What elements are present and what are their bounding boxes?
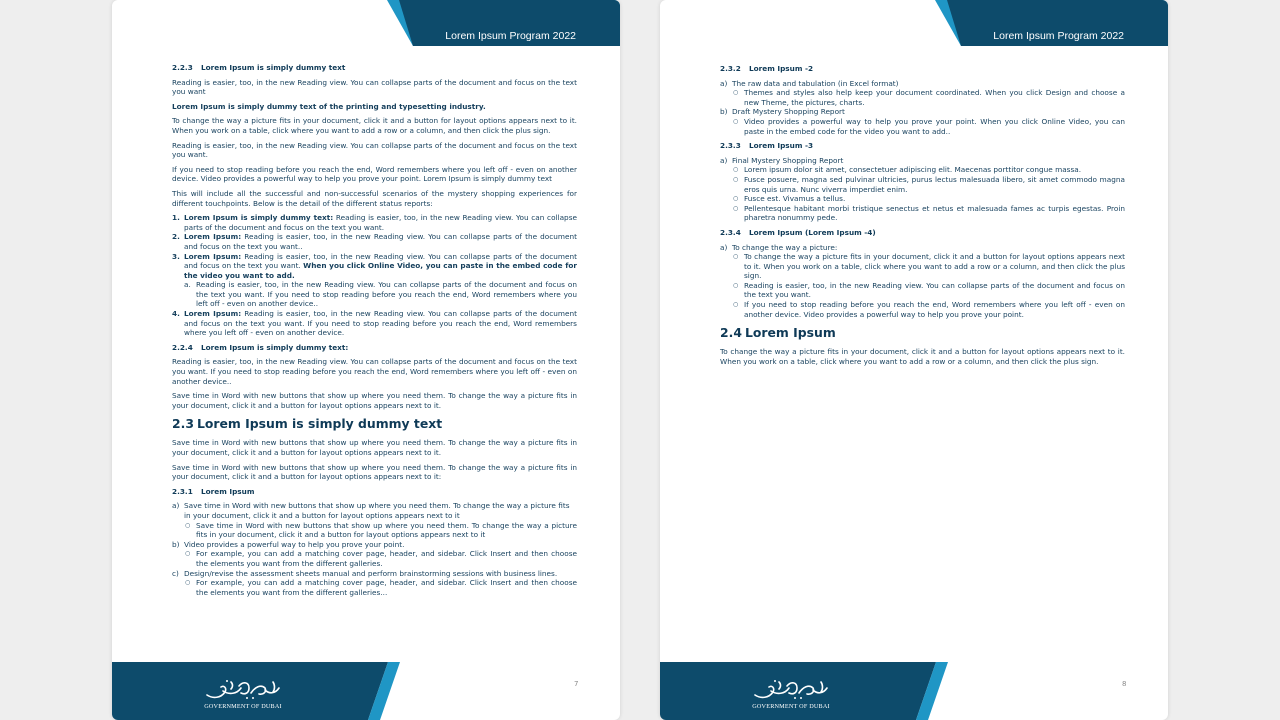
paragraph: Save time in Word with new buttons that show up where you need them. To change the way a picture fits in your document, click it and a button for layout options appears next to it. [172, 391, 577, 410]
bullet-item: ○ Fusce posuere, magna sed pulvinar ultricies, purus lectus malesuada libero, sit amet commodo magna eros quis urna. Nunc viverra imperdiet enim. [733, 174, 1125, 194]
paragraph: To change the way a picture fits in your document, click it and a button for layout options appears next to it. When you work on a table, click where you want to add a row or a column, and then click the plus sign. [720, 347, 1125, 366]
page-content [172, 63, 577, 602]
government-of-dubai-logo [200, 676, 286, 710]
heading-2-2-3: 2.2.3 Lorem Ipsum is simply dummy text [172, 63, 346, 72]
list-item: a) The raw data and tabulation (in Excel format) [720, 78, 899, 88]
dubai-calligraphy-logo-icon [751, 676, 831, 702]
heading-2-3-2: 2.3.2 Lorem Ipsum -2 [720, 64, 814, 73]
heading-2-3: 2.3 Lorem Ipsum is simply dummy text [172, 416, 443, 432]
dubai-calligraphy-logo-icon [203, 676, 283, 702]
alpha-list [720, 243, 1125, 320]
list-item: b) Video provides a powerful way to help you prove your point. [172, 539, 405, 549]
list-item: c) Design/revise the assessment sheets manual and perform brainstorming sessions with business lines. [172, 568, 558, 578]
paragraph: Reading is easier, too, in the new Reading view. You can collapse parts of the document and focus on the text you want [172, 77, 577, 97]
page-number: 7 [574, 680, 579, 688]
document-page-7 [112, 0, 620, 720]
document-page-8 [660, 0, 1168, 720]
alpha-list [720, 79, 1125, 137]
heading-2-3-3: 2.3.3 Lorem Ipsum -3 [720, 141, 814, 151]
bullet-item: ○ Video provides a powerful way to help you prove your point. When you click Online Video, you can paste in the embed code for the video you want to add.. [733, 116, 1125, 136]
bullet-item: ○ For example, you can add a matching cover page, header, and sidebar. Click Insert and then choose the elements you want from the different galleries... [185, 578, 577, 597]
paragraph: Reading is easier, too, in the new Reading view. You can collapse parts of the document and focus on the text you want. [172, 140, 577, 160]
header-title: Lorem Ipsum Program 2022 [993, 30, 1124, 42]
alpha-list [172, 501, 577, 597]
heading-2-4: 2.4 Lorem Ipsum [720, 325, 836, 341]
footer-banner [660, 662, 1168, 720]
bold-paragraph: Lorem Ipsum is simply dummy text of the printing and typesetting industry. [172, 101, 486, 111]
list-item: 1. Lorem Ipsum is simply dummy text: Reading is easier, too, in the new Reading view. You can collapse parts of the document and focus on the text you want. [172, 213, 577, 232]
logo-text: GOVERNMENT OF DUBAI [752, 703, 830, 710]
list-item: b) Draft Mystery Shopping Report [720, 107, 845, 117]
bullet-item: ○ Lorem ipsum dolor sit amet, consectetuer adipiscing elit. Maecenas porttitor congue massa. [733, 165, 1082, 175]
list-item: 2. Lorem Ipsum: Reading is easier, too, in the new Reading view. You can collapse parts of the document and focus on the text you want.. [172, 232, 577, 251]
list-item: 3. Lorem Ipsum: Reading is easier, too, in the new Reading view. You can collapse parts of the document and focus on the text you want. When you click Online Video, you can paste in the embed code for the video you want to add. [172, 251, 577, 280]
bullet-item: ○ If you need to stop reading before you reach the end, Word remembers where you left off - even on another device. Video provides a powerful way to help you prove your point. [733, 300, 1125, 319]
bullet-item: ○ For example, you can add a matching cover page, header, and sidebar. Click Insert and then choose the elements you want from the different galleries. [185, 549, 577, 568]
paragraph: Save time in Word with new buttons that show up where you need them. To change the way a picture fits in your document, click it and a button for layout options appears next to it: [172, 462, 577, 482]
bullet-item: ○ Themes and styles also help keep your document coordinated. When you click Design and choose a new Theme, the pictures, charts. [733, 88, 1125, 107]
paragraph: This will include all the successful and non-successful scenarios of the mystery shopping experiences for different touchpoints. Below is the detail of the different status reports: [172, 188, 577, 208]
header-title: Lorem Ipsum Program 2022 [445, 30, 576, 42]
heading-2-3-4: 2.3.4 Lorem Ipsum (Lorem Ipsum -4) [720, 227, 876, 237]
bullet-item: ○ Fusce est. Vivamus a tellus. [733, 194, 846, 204]
government-of-dubai-logo [748, 676, 834, 710]
bullet-item: ○ Pellentesque habitant morbi tristique senectus et netus et malesuada fames ac turpis egestas. Proin pharetra nonummy pede. [733, 203, 1125, 223]
footer-banner [112, 662, 620, 720]
page-number: 8 [1122, 680, 1127, 688]
heading-2-2-4: 2.2.4 Lorem Ipsum is simply dummy text: [172, 342, 349, 352]
heading-2-3-1: 2.3.1 Lorem Ipsum [172, 486, 255, 496]
list-item: a) To change the way a picture: [720, 242, 838, 252]
bullet-item: ○ Reading is easier, too, in the new Reading view. You can collapse parts of the document and focus on the text you want. [733, 280, 1125, 300]
list-item: 4. Lorem Ipsum: Reading is easier, too, in the new Reading view. You can collapse parts of the document and focus on the text you want. If you need to stop reading before you reach the end, Word remembers where you left off - even on another device. [172, 309, 577, 338]
list-item: a) Save time in Word with new buttons that show up where you need them. To change the way a picture fits in your document, click it and a button for layout options appears next to it [172, 501, 570, 520]
paragraph: To change the way a picture fits in your document, click it and a button for layout options appears next to it. When you work on a table, click where you want to add a row or a column, and then click the plus sign. [172, 116, 577, 135]
list-item: a) Final Mystery Shopping Report [720, 155, 844, 165]
numbered-list [172, 213, 577, 338]
bullet-item: ○ Save time in Word with new buttons that show up where you need them. To change the way a picture fits in your document, click it and a button for layout options appears next to it [185, 520, 577, 540]
page-content [720, 64, 1125, 371]
list-subitem: a. Reading is easier, too, in the new Reading view. You can collapse parts of the document and focus on the text you want. If you need to stop reading before you reach the end, Word remembers where you left off - even on another device.. [184, 280, 577, 309]
alpha-list [720, 156, 1125, 223]
paragraph: If you need to stop reading before you reach the end, Word remembers where you left off - even on another device. Video provides a powerful way to help you prove your point. Lorem Ipsum is simply dummy text [172, 164, 577, 184]
paragraph: Save time in Word with new buttons that show up where you need them. To change the way a picture fits in your document, click it and a button for layout options appears next to it. [172, 438, 577, 457]
bullet-item: ○ To change the way a picture fits in your document, click it and a button for layout options appears next to it. When you work on a table, click where you want to add a row or a column, and then click the plus sign. [733, 252, 1125, 281]
paragraph: Reading is easier, too, in the new Reading view. You can collapse parts of the document and focus on the text you want. If you need to stop reading before you reach the end, Word remembers where you left off - even on another device.. [172, 357, 577, 386]
logo-text: GOVERNMENT OF DUBAI [204, 703, 282, 710]
